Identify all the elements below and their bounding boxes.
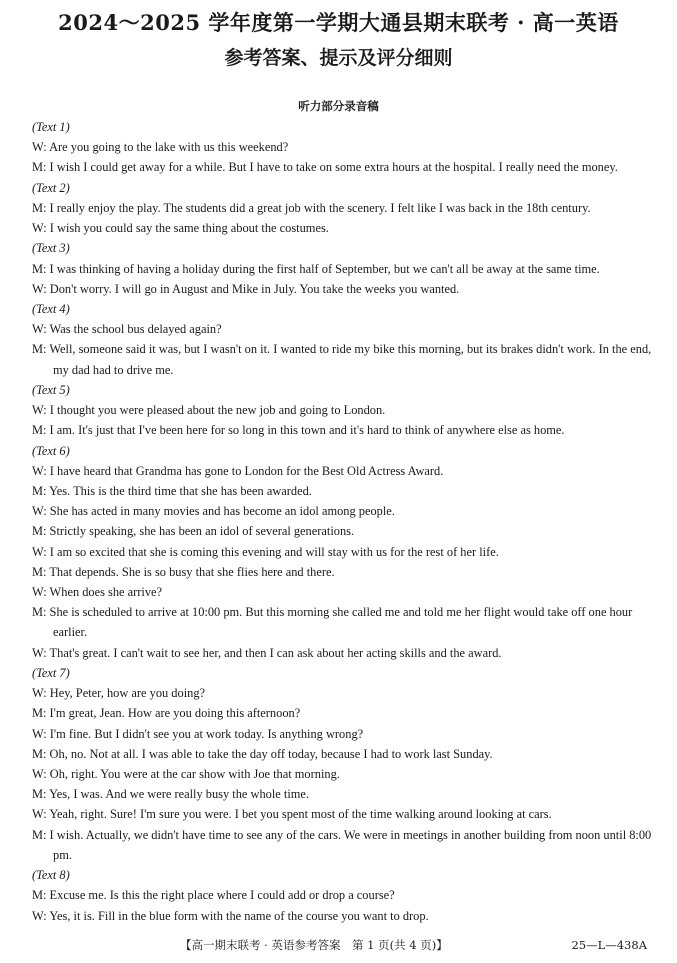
- dialogue-line: W: Hey, Peter, how are you doing?: [32, 686, 206, 701]
- text-label: (Text 4): [32, 301, 70, 316]
- dialogue-line: W: Was the school bus delayed again?: [32, 322, 222, 337]
- transcript-body: [32, 117, 657, 926]
- page-title: 2024～2025 学年度第一学期大通县期末联考 · 高一英语: [58, 10, 619, 35]
- text-label: (Text 6): [32, 443, 70, 458]
- dialogue-line: W: I have heard that Grandma has gone to London for the Best Old Actress Award.: [32, 463, 444, 478]
- text-label: (Text 8): [32, 868, 70, 883]
- dialogue-line: M: Strictly speaking, she has been an idol of several generations.: [32, 524, 355, 539]
- dialogue-line: W: I thought you were pleased about the new job and going to London.: [32, 403, 386, 418]
- text-label: (Text 3): [32, 241, 70, 256]
- dialogue-line: M: Excuse me. Is this the right place where I could add or drop a course?: [32, 888, 395, 903]
- dialogue-line: M: I wish I could get away for a while. But I have to take on some extra hours at the hospital. I really need the money.: [32, 160, 618, 175]
- text-label: (Text 1): [32, 120, 70, 134]
- dialogue-line: M: That depends. She is so busy that she flies here and there.: [32, 564, 335, 579]
- dialogue-line: M: I am. It's just that I've been here for so long in this town and it's hard to think of anywhere else as home.: [32, 423, 565, 438]
- dialogue-line: W: I wish you could say the same thing about the costumes.: [32, 221, 329, 236]
- dialogue-line: W: I'm fine. But I didn't see you at work today. Is anything wrong?: [32, 726, 364, 741]
- footer-page-info: 【高一期末联考 · 英语参考答案 第 1 页(共 4 页)】: [180, 938, 448, 952]
- dialogue-line: M: She is scheduled to arrive at 10:00 pm. But this morning she called me and told me her flight would take off one hour earlier.: [32, 605, 633, 640]
- page-subtitle: 参考答案、提示及评分细则: [224, 47, 453, 69]
- dialogue-line: M: I'm great, Jean. How are you doing this afternoon?: [32, 706, 301, 721]
- dialogue-line: W: Yes, it is. Fill in the blue form with the name of the course you want to drop.: [32, 908, 429, 923]
- dialogue-line: M: Oh, no. Not at all. I was able to take the day off today, because I had to work last Sunday.: [32, 746, 493, 761]
- text-label: (Text 7): [32, 665, 70, 680]
- dialogue-line: M: I was thinking of having a holiday during the first half of September, but we can't all be away at the same time.: [32, 261, 600, 276]
- page-footer: [0, 934, 677, 956]
- dialogue-line: W: That's great. I can't wait to see her, and then I can ask about her acting skills and the award.: [32, 645, 502, 660]
- text-label: (Text 2): [32, 180, 70, 195]
- dialogue-line: W: Yeah, right. Sure! I'm sure you were. I bet you spent most of the time walking around looking at cars.: [32, 807, 552, 822]
- dialogue-line: W: She has acted in many movies and has become an idol among people.: [32, 504, 395, 519]
- dialogue-line: M: I wish. Actually, we didn't have time to see any of the cars. We were in meetings in another building from noon until 8:00 pm.: [32, 827, 652, 862]
- dialogue-line: W: When does she arrive?: [32, 585, 163, 600]
- dialogue-line: W: Are you going to the lake with us this weekend?: [32, 140, 289, 155]
- dialogue-line: W: I am so excited that she is coming this evening and will stay with us for the rest of her life.: [32, 544, 499, 559]
- dialogue-line: M: Well, someone said it was, but I wasn't on it. I wanted to ride my bike this morning, but its brakes didn't work. In the end, my dad had to drive me.: [32, 342, 652, 377]
- footer-code: 25—L—438A: [571, 938, 647, 952]
- dialogue-line: W: Oh, right. You were at the car show with Joe that morning.: [32, 767, 340, 781]
- section-title: 听力部分录音稿: [298, 99, 379, 113]
- dialogue-line: M: I really enjoy the play. The students did a great job with the scenery. I felt like I was back in the 18th century.: [32, 200, 591, 215]
- dialogue-line: M: Yes, I was. And we were really busy the whole time.: [32, 787, 310, 802]
- dialogue-line: W: Don't worry. I will go in August and Mike in July. You take the weeks you wanted.: [32, 281, 460, 296]
- text-label: (Text 5): [32, 382, 70, 397]
- dialogue-line: M: Yes. This is the third time that she has been awarded.: [32, 483, 312, 498]
